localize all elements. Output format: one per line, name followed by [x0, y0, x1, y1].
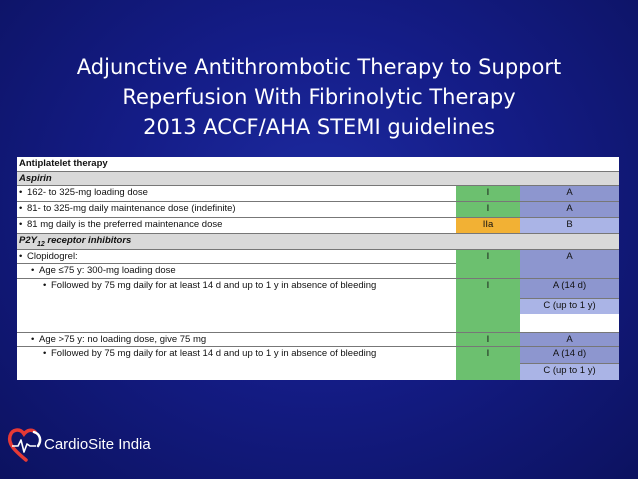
class-cell: IIa: [456, 218, 520, 233]
row-text: 81- to 325-mg daily maintenance dose (indefinite): [27, 203, 236, 214]
loe-cell: A (14 d): [520, 347, 619, 363]
table-row: [17, 264, 619, 279]
section-p2y12: $P2Y_{12}$ receptor inhibitors: [17, 234, 456, 249]
logo-text: CardioSite India: [44, 436, 151, 453]
table-row: [17, 250, 619, 264]
row-text: Followed by 75 mg daily for at least 14 d and up to 1 y in absence of bleeding: [51, 280, 377, 291]
row-text: Followed by 75 mg daily for at least 14 d and up to 1 y in absence of bleeding: [51, 348, 377, 359]
bullet-icon: •: [19, 251, 23, 262]
class-cell: I: [456, 279, 520, 332]
section-row-p2y12: [17, 234, 619, 250]
slide-title: [20, 52, 618, 142]
table-row: [17, 218, 619, 234]
loe-cell: A (14 d): [520, 279, 619, 298]
section-aspirin: Aspirin: [17, 172, 456, 185]
guideline-table: [17, 157, 619, 380]
loe-cell: B: [520, 218, 619, 233]
loe-cell: A: [520, 186, 619, 201]
table-row: [17, 347, 619, 380]
loe-cell: C (up to 1 y): [520, 298, 619, 314]
class-cell: I: [456, 333, 520, 346]
class-cell: I: [456, 347, 520, 380]
title-line-3: 2013 ACCF/AHA STEMI guidelines: [143, 115, 495, 139]
bullet-icon: •: [19, 187, 23, 198]
table-header: Antiplatelet therapy: [17, 157, 456, 171]
table-row: [17, 333, 619, 347]
bullet-icon: •: [31, 265, 35, 276]
title-line-2: Reperfusion With Fibrinolytic Therapy: [122, 85, 516, 109]
table-row: [17, 279, 619, 333]
table-header-row: [17, 157, 619, 172]
bullet-icon: •: [43, 280, 47, 291]
bullet-icon: •: [31, 334, 35, 345]
bullet-icon: •: [19, 219, 23, 230]
row-text: Age >75 y: no loading dose, give 75 mg: [39, 334, 207, 345]
table-row: [17, 202, 619, 218]
row-text: 81 mg daily is the preferred maintenance dose: [27, 219, 223, 230]
loe-cell: A: [520, 202, 619, 217]
bullet-icon: •: [19, 203, 23, 214]
table-row: [17, 186, 619, 202]
heart-logo-icon: [4, 422, 48, 466]
section-row-aspirin: [17, 172, 619, 186]
class-cell: I: [456, 250, 520, 279]
loe-cell: A: [520, 333, 619, 346]
loe-cell: A: [520, 250, 619, 279]
row-text: 162- to 325-mg loading dose: [27, 187, 148, 198]
row-text: Clopidogrel:: [27, 251, 78, 262]
cardiosite-logo: [4, 422, 151, 466]
bullet-icon: •: [43, 348, 47, 359]
row-text: Age ≤75 y: 300-mg loading dose: [39, 265, 176, 276]
class-cell: I: [456, 186, 520, 201]
title-line-1: Adjunctive Antithrombotic Therapy to Support: [76, 55, 562, 79]
loe-cell: C (up to 1 y): [520, 363, 619, 380]
class-cell: I: [456, 202, 520, 217]
